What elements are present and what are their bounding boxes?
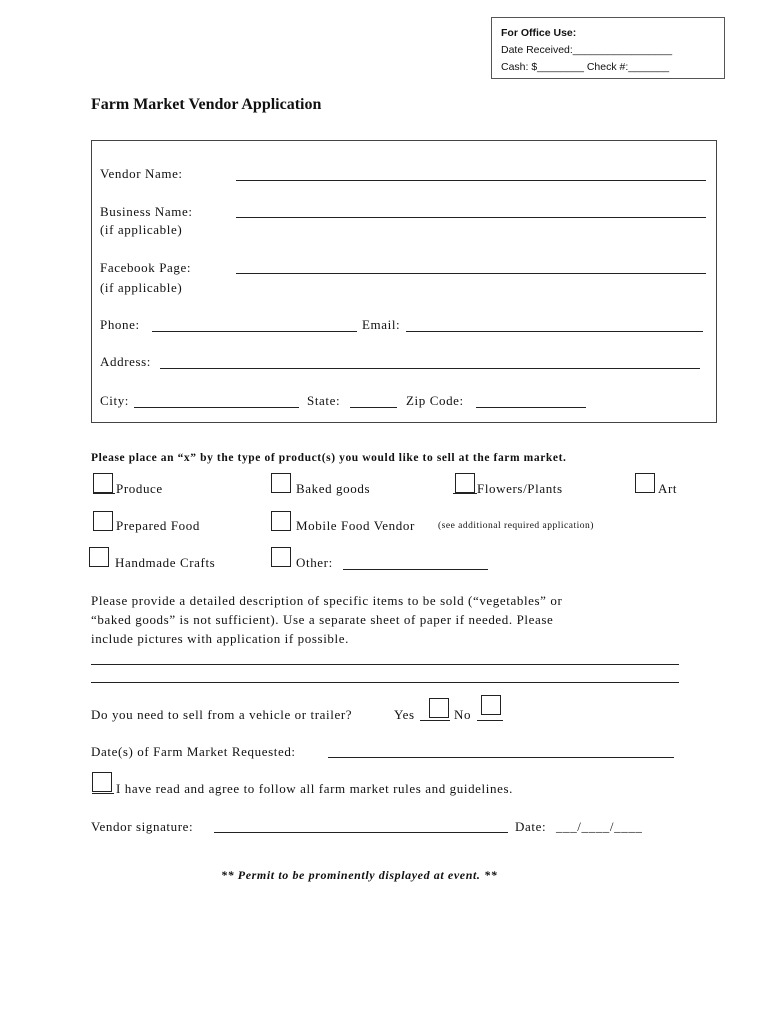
vehicle-yes-label: Yes xyxy=(394,707,415,722)
description-field-2[interactable] xyxy=(91,682,679,683)
vehicle-yes-blank xyxy=(420,720,450,721)
vendor-name-field[interactable] xyxy=(236,180,706,181)
vendor-name-label: Vendor Name: xyxy=(100,166,183,181)
product-instruction: Please place an “x” by the type of product(s) you would like to sell at the farm market. xyxy=(91,452,567,464)
mobile-food-label: Mobile Food Vendor xyxy=(296,518,415,533)
description-line-1: Please provide a detailed description of specific items to be sold (“vegetables” or xyxy=(91,593,563,608)
office-use-box xyxy=(491,17,725,79)
facebook-field[interactable] xyxy=(236,273,706,274)
agreement-checkbox[interactable] xyxy=(92,772,112,792)
form-title: Farm Market Vendor Application xyxy=(91,96,322,113)
handmade-crafts-label: Handmade Crafts xyxy=(115,555,216,570)
permit-note: ** Permit to be prominently displayed at event. ** xyxy=(221,868,498,882)
other-checkbox[interactable] xyxy=(271,547,291,567)
mobile-food-note: (see additional required application) xyxy=(438,521,594,531)
city-field[interactable] xyxy=(134,407,299,408)
zip-label: Zip Code: xyxy=(406,393,464,408)
state-label: State: xyxy=(307,393,341,408)
zip-field[interactable] xyxy=(476,407,586,408)
signature-field[interactable] xyxy=(214,832,508,833)
vendor-info-box xyxy=(91,140,717,423)
signature-date-field[interactable]: ___/____/____ xyxy=(556,819,643,834)
baked-goods-label: Baked goods xyxy=(296,481,371,496)
email-field[interactable] xyxy=(406,331,703,332)
phone-field[interactable] xyxy=(152,331,357,332)
other-field[interactable] xyxy=(343,569,488,570)
signature-date-label: Date: xyxy=(515,819,547,834)
flowers-plants-blank xyxy=(453,493,477,494)
facebook-note: (if applicable) xyxy=(100,280,183,295)
business-name-label: Business Name: xyxy=(100,204,193,219)
facebook-label: Facebook Page: xyxy=(100,260,192,275)
description-field-1[interactable] xyxy=(91,664,679,665)
prepared-food-label: Prepared Food xyxy=(116,518,200,533)
vehicle-yes-checkbox[interactable] xyxy=(429,698,449,718)
vehicle-question: Do you need to sell from a vehicle or trailer? xyxy=(91,707,353,722)
business-name-note: (if applicable) xyxy=(100,222,183,237)
other-label: Other: xyxy=(296,555,333,570)
produce-blank xyxy=(93,493,115,494)
phone-label: Phone: xyxy=(100,317,140,332)
business-name-field[interactable] xyxy=(236,217,706,218)
prepared-food-checkbox[interactable] xyxy=(93,511,113,531)
baked-goods-checkbox[interactable] xyxy=(271,473,291,493)
address-field[interactable] xyxy=(160,368,700,369)
vehicle-no-checkbox[interactable] xyxy=(481,695,501,715)
art-checkbox[interactable] xyxy=(635,473,655,493)
description-line-3: include pictures with application if possible. xyxy=(91,631,349,646)
state-field[interactable] xyxy=(350,407,397,408)
produce-label: Produce xyxy=(116,481,163,496)
cash-check-field[interactable]: Cash: $________ Check #:_______ xyxy=(501,61,670,73)
city-label: City: xyxy=(100,393,130,408)
office-use-title: For Office Use: xyxy=(501,27,577,39)
signature-label: Vendor signature: xyxy=(91,819,194,834)
date-received-field[interactable]: Date Received:_________________ xyxy=(501,44,673,56)
dates-requested-label: Date(s) of Farm Market Requested: xyxy=(91,744,296,759)
email-label: Email: xyxy=(362,317,401,332)
agreement-text: I have read and agree to follow all farm market rules and guidelines. xyxy=(116,781,513,796)
description-line-2: “baked goods” is not sufficient). Use a separate sheet of paper if needed. Please xyxy=(91,612,554,627)
produce-checkbox[interactable] xyxy=(93,473,113,493)
agreement-blank xyxy=(92,793,114,794)
flowers-plants-checkbox[interactable] xyxy=(455,473,475,493)
handmade-crafts-checkbox[interactable] xyxy=(89,547,109,567)
vehicle-no-label: No xyxy=(454,707,472,722)
mobile-food-checkbox[interactable] xyxy=(271,511,291,531)
dates-requested-field[interactable] xyxy=(328,757,674,758)
address-label: Address: xyxy=(100,354,152,369)
flowers-plants-label: Flowers/Plants xyxy=(477,481,563,496)
art-label: Art xyxy=(658,481,678,496)
vehicle-no-blank xyxy=(477,720,503,721)
